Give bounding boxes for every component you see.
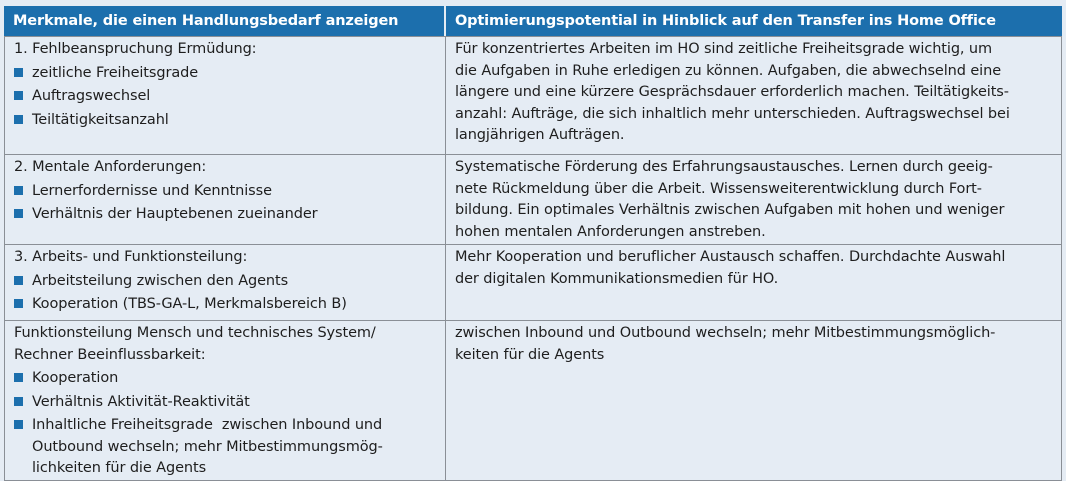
list-item-label: Inhaltliche Freiheitsgrade zwischen Inbound und: [32, 417, 383, 433]
list-item-label: Verhältnis der Hauptebenen zueinander: [32, 206, 318, 222]
list-item-label: Kooperation (TBS-GA-L, Merkmalsbereich B): [32, 296, 347, 312]
list-item: [14, 294, 436, 316]
optimization-text-line: zwischen Inbound und Outbound wechseln; mehr Mitbestimmungsmöglich-: [455, 325, 996, 341]
table-row: [4, 320, 1062, 481]
optimization-text-line: der digitalen Kommunikationsmedien für HO.: [455, 270, 779, 287]
list-item: [14, 368, 436, 390]
characteristic-title: Funktionsteilung Mensch und technisches System/: [14, 325, 376, 341]
header-characteristics: Merkmale, die einen Handlungsbedarf anzeigen: [4, 6, 446, 36]
square-bullet-icon: [14, 115, 23, 124]
table-header-row: [4, 6, 1062, 36]
list-item-label: Verhältnis Aktivität-Reaktivität: [32, 393, 250, 410]
characteristic-title: 3. Arbeits- und Funktionsteilung:: [14, 249, 248, 265]
optimization-text-line: längere und eine kürzere Gesprächsdauer erforderlich machen. Teiltätigkeits-: [455, 84, 1009, 100]
optimization-text-line: keiten für die Agents: [455, 346, 605, 363]
table-row: [4, 154, 1062, 244]
square-bullet-icon: [14, 68, 23, 77]
list-item-label: Kooperation: [32, 370, 119, 386]
table-row: [4, 36, 1062, 154]
list-item-label: zeitliche Freiheitsgrade: [32, 64, 199, 81]
square-bullet-icon: [14, 397, 23, 406]
list-item-label: Outbound wechseln; mehr Mitbestimmungsmög-: [32, 438, 383, 455]
optimization-text-line: Systematische Förderung des Erfahrungsaustausches. Lernen durch geeig-: [455, 159, 993, 175]
list-item-label: Auftragswechsel: [32, 88, 151, 104]
square-bullet-icon: [14, 186, 23, 195]
optimization-cell: [446, 244, 1062, 320]
list-item: [14, 86, 436, 108]
optimization-text-line: langjährigen Aufträgen.: [455, 127, 625, 143]
characteristic-title: 1. Fehlbeanspruchung Ermüdung:: [14, 41, 257, 57]
square-bullet-icon: [14, 299, 23, 308]
optimization-cell: [446, 154, 1062, 244]
list-item-label: Arbeitsteilung zwischen den Agents: [32, 272, 289, 289]
characteristic-title: 2. Mentale Anforderungen:: [14, 159, 207, 175]
characteristic-cell: [4, 320, 446, 481]
optimization-text-line: anzahl: Aufträge, die sich inhaltlich mehr unterschieden. Auftragswechsel bei: [455, 105, 1010, 122]
optimization-text-line: bildung. Ein optimales Verhältnis zwischen Aufgaben mit hohen und weniger: [455, 202, 1005, 218]
list-item: [14, 110, 436, 132]
square-bullet-icon: [14, 420, 23, 429]
square-bullet-icon: [14, 373, 23, 382]
comparison-table: [4, 6, 1062, 481]
optimization-text-line: die Aufgaben in Ruhe erledigen zu können. Aufgaben, die abwechselnd eine: [455, 62, 1002, 79]
list-item: [14, 271, 436, 293]
square-bullet-icon: [14, 276, 23, 285]
list-item: [14, 63, 436, 85]
list-item: [14, 204, 436, 226]
list-item-label: lichkeiten für die Agents: [32, 460, 207, 476]
list-item: [14, 181, 436, 203]
optimization-cell: [446, 320, 1062, 481]
characteristic-cell: [4, 154, 446, 244]
square-bullet-icon: [14, 91, 23, 100]
optimization-text-line: nete Rückmeldung über die Arbeit. Wissensweiterentwicklung durch Fort-: [455, 180, 982, 197]
list-item: [14, 392, 436, 414]
optimization-text-line: Mehr Kooperation und beruflicher Austausch schaffen. Durchdachte Auswahl: [455, 249, 1006, 265]
characteristic-cell: [4, 36, 446, 154]
list-item-label: Lernerfordernisse und Kenntnisse: [32, 182, 272, 199]
optimization-text-line: Für konzentriertes Arbeiten im HO sind zeitliche Freiheitsgrade wichtig, um: [455, 41, 993, 57]
header-optimization-potential: Optimierungspotential in Hinblick auf den Transfer ins Home Office: [446, 6, 1062, 36]
list-item: [14, 415, 436, 480]
square-bullet-icon: [14, 209, 23, 218]
characteristic-cell: [4, 244, 446, 320]
table-row: [4, 244, 1062, 320]
optimization-cell: [446, 36, 1062, 154]
optimization-text-line: hohen mentalen Anforderungen anstreben.: [455, 223, 766, 240]
list-item-label: Teiltätigkeitsanzahl: [32, 111, 169, 128]
characteristic-title: Rechner Beeinflussbarkeit:: [14, 346, 206, 363]
